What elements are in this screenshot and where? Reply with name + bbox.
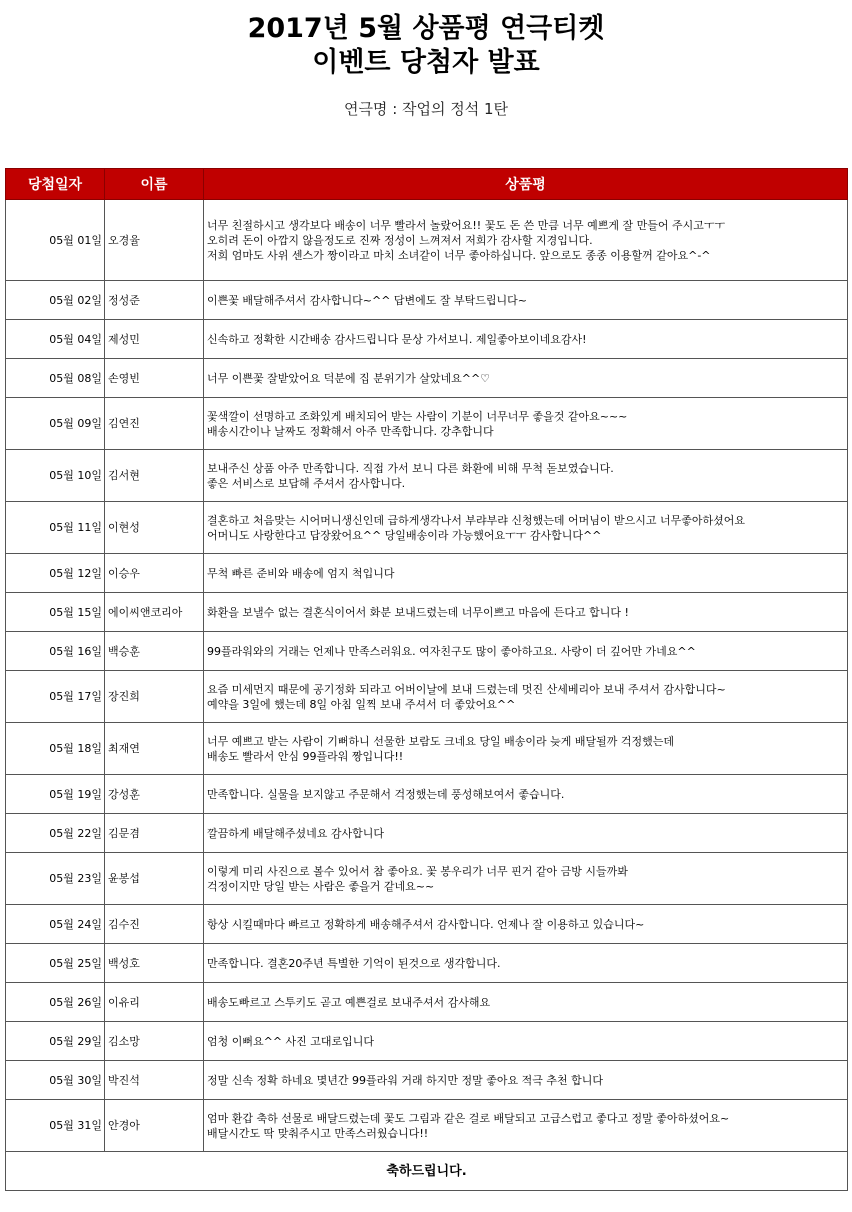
review-cell [204,853,848,905]
winner-name-cell: 이유리 [105,983,204,1022]
table-row [6,502,848,554]
review-cell [204,450,848,502]
review-cell [204,200,848,281]
review-cell [204,502,848,554]
column-header-date: 당첨일자 [6,169,105,200]
winner-name-cell: 제성민 [105,320,204,359]
review-line: 배달시간도 딱 맞춰주시고 만족스러웠습니다!! [207,1126,429,1140]
win-date-cell: 05월 29일 [6,1022,105,1061]
review-line: 엄마 환갑 축하 선물로 배달드렸는데 꽃도 그림과 같은 걸로 배달되고 고급스럽고 좋다고 정말 좋아하셨어요~ [207,1111,730,1125]
table-row [6,723,848,775]
review-cell [204,632,848,671]
table-row [6,281,848,320]
winner-name-cell: 김소망 [105,1022,204,1061]
win-date-cell: 05월 09일 [6,398,105,450]
winner-name-cell: 에이씨앤코리아 [105,593,204,632]
win-date-cell: 05월 02일 [6,281,105,320]
winner-name-cell: 김문겸 [105,814,204,853]
review-line: 배송도빠르고 스투키도 곧고 예쁜걸로 보내주셔서 감사해요 [207,995,491,1009]
win-date-cell: 05월 10일 [6,450,105,502]
winner-name-cell: 최재연 [105,723,204,775]
review-line: 예약을 3일에 했는데 8일 아침 일찍 보내 주셔서 더 좋았어요^^ [207,697,516,711]
review-line: 배송도 빨라서 안심 99플라워 짱입니다!! [207,749,404,763]
table-row [6,593,848,632]
winner-name-cell: 이현성 [105,502,204,554]
congratulations-text: 축하드립니다. [6,1152,848,1191]
review-cell [204,905,848,944]
review-cell [204,983,848,1022]
review-line: 정말 신속 정확 하네요 몇년간 99플라워 거래 하지만 정말 좋아요 적극 추천 합니다 [207,1073,603,1087]
column-header-review: 상품평 [204,169,848,200]
winner-name-cell: 안경아 [105,1100,204,1152]
win-date-cell: 05월 24일 [6,905,105,944]
footer-row [6,1152,848,1191]
winner-name-cell: 김서현 [105,450,204,502]
table-row [6,1022,848,1061]
review-line: 무척 빠른 준비와 배송에 엄지 척입니다 [207,566,395,580]
win-date-cell: 05월 15일 [6,593,105,632]
review-line: 99플라워와의 거래는 언제나 만족스러워요. 여자친구도 많이 좋아하고요. 사랑이 더 깊어만 가네요^^ [207,644,696,658]
table-row [6,320,848,359]
winner-name-cell: 박진석 [105,1061,204,1100]
review-cell [204,359,848,398]
review-line: 저희 엄마도 사위 센스가 짱이라고 마치 소녀같이 너무 좋아하십니다. 앞으로도 종종 이용할꺼 같아요^-^ [207,248,711,262]
review-line: 깔끔하게 배달해주셨네요 감사합니다 [207,826,385,840]
table-row [6,632,848,671]
review-line: 이렇게 미리 사진으로 볼수 있어서 참 좋아요. 꽃 봉우리가 너무 핀거 같아 금방 시들까봐 [207,864,628,878]
win-date-cell: 05월 22일 [6,814,105,853]
win-date-cell: 05월 18일 [6,723,105,775]
win-date-cell: 05월 12일 [6,554,105,593]
win-date-cell: 05월 04일 [6,320,105,359]
page-title-line1: 2017년 5월 상품평 연극티켓 [247,13,605,44]
review-cell [204,775,848,814]
win-date-cell: 05월 17일 [6,671,105,723]
review-cell [204,723,848,775]
review-cell [204,554,848,593]
win-date-cell: 05월 23일 [6,853,105,905]
review-cell [204,320,848,359]
win-date-cell: 05월 30일 [6,1061,105,1100]
winner-name-cell: 장진희 [105,671,204,723]
review-cell [204,281,848,320]
review-line: 배송시간이나 날짜도 정확해서 아주 만족합니다. 강추합니다 [207,424,494,438]
win-date-cell: 05월 26일 [6,983,105,1022]
table-row [6,1061,848,1100]
win-date-cell: 05월 16일 [6,632,105,671]
winner-name-cell: 백성호 [105,944,204,983]
review-line: 너무 예쁘고 받는 사람이 기뻐하니 선물한 보람도 크네요 당일 배송이라 늦게 배달될까 걱정했는데 [207,734,674,748]
review-line: 만족합니다. 결혼20주년 특별한 기억이 된것으로 생각합니다. [207,956,501,970]
table-row [6,359,848,398]
win-date-cell: 05월 01일 [6,200,105,281]
winner-name-cell: 김연진 [105,398,204,450]
table-row [6,398,848,450]
review-cell [204,1100,848,1152]
review-line: 신속하고 정확한 시간배송 감사드립니다 문상 가서보니. 제일좋아보이네요감사! [207,332,587,346]
table-row [6,671,848,723]
review-cell [204,814,848,853]
review-line: 너무 친절하시고 생각보다 배송이 너무 빨라서 놀랐어요!! 꽃도 돈 쓴 만큼 너무 예쁘게 잘 만들어 주시고ㅜㅜ [207,218,726,232]
review-line: 보내주신 상품 아주 만족합니다. 직접 가서 보니 다른 화환에 비해 무척 돋보였습니다. [207,461,614,475]
table-row [6,200,848,281]
review-cell [204,671,848,723]
win-date-cell: 05월 31일 [6,1100,105,1152]
winner-name-cell: 김수진 [105,905,204,944]
review-cell [204,593,848,632]
review-line: 어머니도 사랑한다고 답장왔어요^^ 당일배송이라 가능했어요ㅜㅜ 감사합니다^^ [207,528,602,542]
review-line: 항상 시킬때마다 빠르고 정확하게 배송해주셔서 감사합니다. 언제나 잘 이용하고 있습니다~ [207,917,645,931]
winner-name-cell: 정성준 [105,281,204,320]
winners-table [5,168,848,1191]
review-cell [204,1061,848,1100]
review-cell [204,1022,848,1061]
play-name: 연극명 : 작업의 정석 1탄 [343,100,509,118]
table-row [6,983,848,1022]
review-line: 엄청 이뻐요^^ 사진 고대로입니다 [207,1034,375,1048]
win-date-cell: 05월 08일 [6,359,105,398]
winner-name-cell: 손영빈 [105,359,204,398]
table-row [6,853,848,905]
table-row [6,1100,848,1152]
winner-name-cell: 윤봉섭 [105,853,204,905]
review-line: 결혼하고 처음맞는 시어머니생신인데 급하게생각나서 부랴부랴 신청했는데 어머님이 받으시고 너무좋아하셨어요 [207,513,746,527]
table-row [6,905,848,944]
winner-name-cell: 강성훈 [105,775,204,814]
win-date-cell: 05월 25일 [6,944,105,983]
table-row [6,944,848,983]
review-line: 이쁜꽃 배달해주셔서 감사합니다~^^ 답변에도 잘 부탁드립니다~ [207,293,527,307]
winner-name-cell: 오경율 [105,200,204,281]
review-line: 요즘 미세먼지 때문에 공기정화 되라고 어버이날에 보내 드렸는데 멋진 산세베리아 보내 주셔서 감사합니다~ [207,682,726,696]
review-line: 오히려 돈이 아깝지 않을정도로 진짜 정성이 느껴져서 저희가 감사할 지경입니다. [207,233,593,247]
table-row [6,554,848,593]
table-row [6,814,848,853]
review-line: 걱정이지만 당일 받는 사람은 좋을거 같네요~~ [207,879,435,893]
review-line: 화환을 보낼수 없는 결혼식이어서 화분 보내드렸는데 너무이쁘고 마음에 든다고 합니다 ! [207,605,629,619]
review-line: 너무 이쁜꽃 잘받았어요 덕분에 집 분위기가 살았네요^^♡ [207,371,491,385]
review-line: 좋은 서비스로 보답해 주셔서 감사합니다. [207,476,406,490]
review-line: 만족합니다. 실물을 보지않고 주문해서 걱정했는데 풍성해보여서 좋습니다. [207,787,565,801]
review-cell [204,944,848,983]
table-row [6,450,848,502]
winner-name-cell: 이승우 [105,554,204,593]
win-date-cell: 05월 11일 [6,502,105,554]
column-header-name: 이름 [105,169,204,200]
page-title-line2: 이벤트 당첨자 발표 [312,47,540,78]
review-cell [204,398,848,450]
table-header-row [6,169,848,200]
table-row [6,775,848,814]
winner-name-cell: 백승훈 [105,632,204,671]
win-date-cell: 05월 19일 [6,775,105,814]
review-line: 꽃색깔이 선명하고 조화있게 배치되어 받는 사람이 기분이 너무너무 좋을것 같아요~~~ [207,409,628,423]
